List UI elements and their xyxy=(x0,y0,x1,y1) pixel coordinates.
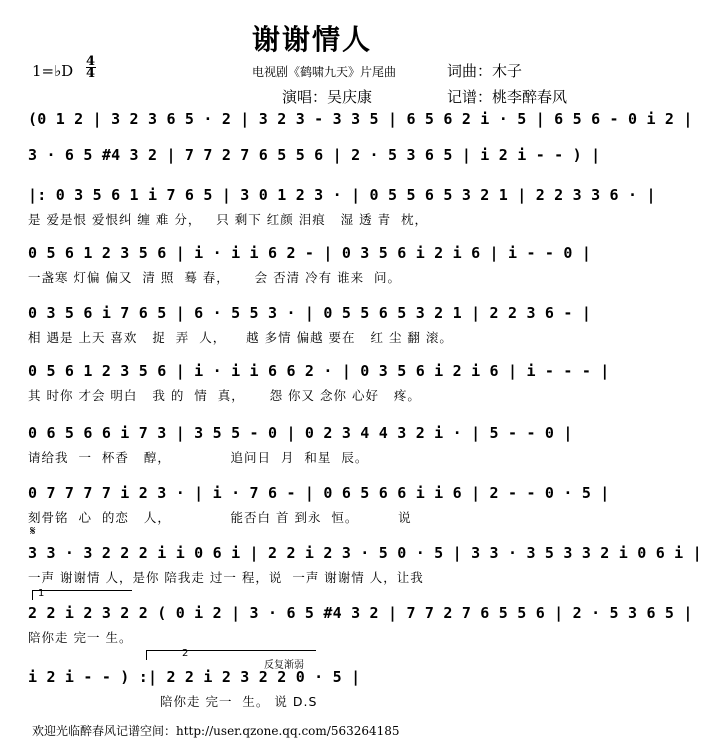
volta-2-left xyxy=(146,650,147,660)
time-signature xyxy=(86,56,96,79)
song-title: 谢谢情人 xyxy=(251,23,372,56)
time-top: 4 xyxy=(86,54,96,69)
volta-1-left xyxy=(32,590,33,600)
notes-row-1: (0 1 2 | 3 2 3 6 5 · 2 | 3 2 3 - 3 3 5 | 6 5 6 2 i · 5 | 6 5 6 - 0 i 2 | xyxy=(28,110,693,128)
transcriber: 记谱：桃李醉春风 xyxy=(447,88,568,106)
composer: 词曲：木子 xyxy=(447,62,523,80)
notes-row-7: 0 6 5 6 6 i 7 3 | 3 5 5 - 0 | 0 2 3 4 4 3 2 i · | 5 - - 0 | xyxy=(28,424,573,442)
source-note: 电视剧《鹤啸九天》片尾曲 xyxy=(252,65,397,79)
notes-row-9: 3 3 · 3 2 2 2 i i 0 6 i | 2 2 i 2 3 · 5 0 · 5 | 3 3 · 3 5 3 3 2 i 0 6 i | xyxy=(28,544,702,562)
key-signature: 1=♭D xyxy=(32,62,74,80)
lyrics-row-8: 刻骨铭 心 的恋 人， 能否白 首 到永 恒。 说 xyxy=(28,510,412,525)
lyrics-row-9: 一声 谢谢情 人，是你 陪我走 过一 程，说 一声 谢谢情 人，让我 xyxy=(28,570,424,585)
lyrics-row-3: 是 爱是恨 爱恨纠 缠 难 分， 只 剩下 红颜 泪痕 湿 透 青 枕， xyxy=(28,212,429,227)
singer: 演唱：吴庆康 xyxy=(282,88,373,106)
volta-1-line xyxy=(32,590,132,591)
time-bottom: 4 xyxy=(86,66,96,81)
notes-row-2: 3 · 6 5 #4 3 2 | 7 7 2 7 6 5 5 6 | 2 · 5 3 6 5 | i 2 i - - ) | xyxy=(28,146,601,164)
notes-row-8: 0 7 7 7 7 i 2 3 · | i · 7 6 - | 0 6 5 6 6 i i 6 | 2 - - 0 · 5 | xyxy=(28,484,610,502)
notes-row-10: 2 2 i 2 3 2 2 ( 0 i 2 | 3 · 6 5 #4 3 2 | 7 7 2 7 6 5 5 6 | 2 · 5 3 6 5 | xyxy=(28,604,693,622)
lyrics-row-11: 陪你走 完一 生。 说 D.S xyxy=(160,694,318,709)
notes-row-3: |: 0 3 5 6 1 i 7 6 5 | 3 0 1 2 3 · | 0 5 5 6 5 3 2 1 | 2 2 3 3 6 · | xyxy=(28,186,656,204)
footer-link[interactable]: 欢迎光临醉春风记谱空间：http://user.qzone.qq.com/563264185 xyxy=(32,724,400,738)
repeat-fade-mark: 反复渐弱 xyxy=(264,660,304,671)
volta-2-label: 2 xyxy=(182,648,189,659)
lyrics-row-5: 相 遇是 上天 喜欢 捉 弄 人， 越 多情 偏越 要在 红 尘 翻 滚。 xyxy=(28,330,453,345)
volta-1-label: 1 xyxy=(38,588,45,599)
lyrics-row-7: 请给我 一 杯香 醇， 追问日 月 和星 辰。 xyxy=(28,450,369,465)
notes-row-5: 0 3 5 6 i 7 6 5 | 6 · 5 5 3 · | 0 5 5 6 5 3 2 1 | 2 2 3 6 - | xyxy=(28,304,592,322)
lyrics-row-10: 陪你走 完一 生。 xyxy=(28,630,133,645)
notes-row-6: 0 5 6 1 2 3 5 6 | i · i i 6 6 2 · | 0 3 5 6 i 2 i 6 | i - - - | xyxy=(28,362,610,380)
segno-sign: 𝄋 xyxy=(30,524,36,539)
volta-2-line xyxy=(146,650,316,651)
lyrics-row-4: 一盏寒 灯偏 偏又 清 照 蓦 春， 会 否清 冷有 谁来 问。 xyxy=(28,270,402,285)
lyrics-row-6: 其 时你 才会 明白 我 的 情 真， 怨 你又 念你 心好 疼。 xyxy=(28,388,421,403)
notes-row-11: i 2 i - - ) :| 2 2 i 2 3 2 2 0 · 5 | xyxy=(28,668,361,686)
notes-row-4: 0 5 6 1 2 3 5 6 | i · i i 6 2 - | 0 3 5 6 i 2 i 6 | i - - 0 | xyxy=(28,244,592,262)
